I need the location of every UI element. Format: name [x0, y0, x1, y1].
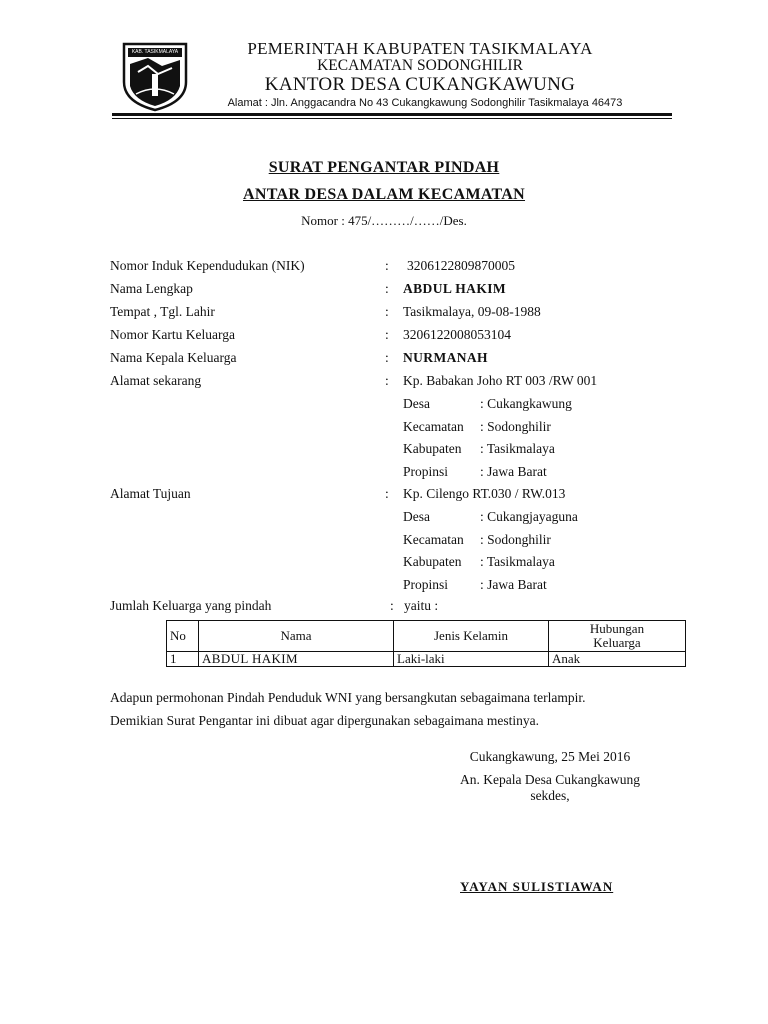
table-cell-no: 1 — [167, 652, 199, 667]
field-colon: : — [385, 327, 389, 342]
logo-label: KAB. TASIKMALAYA — [131, 49, 179, 55]
body-paragraph: Adapun permohonan Pindah Penduduk WNI yang bersangkutan sebagaimana terlampir. — [110, 690, 586, 705]
field-label-nik: Nomor Induk Kependudukan (NIK) — [110, 258, 305, 273]
header-address: Alamat : Jln. Anggacandra No 43 Cukangkawung Sodonghilir Tasikmalaya 46473 — [227, 97, 623, 109]
sub-label-propinsi: Propinsi — [403, 464, 449, 479]
field-colon: : — [385, 304, 389, 319]
field-value-kepala: NURMANAH — [403, 350, 488, 365]
field-value-nik: 3206122809870005 — [407, 258, 515, 273]
sub-value-propinsi: : Jawa Barat — [480, 464, 547, 479]
field-colon: : — [385, 281, 389, 296]
family-table — [166, 620, 686, 667]
sub-value-desa: : Cukangkawung — [480, 396, 572, 411]
sub-value-kecamatan: : Sodonghilir — [480, 532, 551, 547]
sub-label-desa: Desa — [403, 396, 430, 411]
field-value-ttl: Tasikmalaya, 09-08-1988 — [403, 304, 541, 319]
sub-label-kecamatan: Kecamatan — [403, 419, 464, 434]
field-label-kk: Nomor Kartu Keluarga — [110, 327, 235, 342]
signature-name: YAYAN SULISTIAWAN — [460, 879, 614, 894]
sub-label-kabupaten: Kabupaten — [403, 554, 462, 569]
letter-title: SURAT PENGANTAR PINDAH — [268, 159, 500, 176]
field-colon: : — [385, 350, 389, 365]
field-colon: : — [385, 373, 389, 388]
field-label-jumlah: Jumlah Keluarga yang pindah — [110, 598, 272, 613]
sub-label-propinsi: Propinsi — [403, 577, 449, 592]
letter-subtitle: ANTAR DESA DALAM KECAMATAN — [242, 186, 526, 203]
field-label-nama: Nama Lengkap — [110, 281, 193, 296]
header-district: KECAMATAN SODONGHILIR — [317, 57, 523, 74]
table-header-jenis-kelamin: Jenis Kelamin — [394, 621, 549, 652]
field-label-alamat-sekarang: Alamat sekarang — [110, 373, 202, 388]
table-cell-hubungan: Anak — [549, 652, 686, 667]
header-rule-thick — [112, 113, 672, 116]
sub-value-kabupaten: : Tasikmalaya — [480, 441, 555, 456]
sub-label-kabupaten: Kabupaten — [403, 441, 462, 456]
table-cell-jenis-kelamin: Laki-laki — [394, 652, 549, 667]
field-colon: : — [390, 598, 394, 613]
field-colon: : — [385, 258, 389, 273]
field-value-alamat-tujuan: Kp. Cilengo RT.030 / RW.013 — [403, 486, 566, 501]
table-header-no: No — [167, 621, 199, 652]
sub-label-kecamatan: Kecamatan — [403, 532, 464, 547]
signature-place-date: Cukangkawung, 25 Mei 2016 — [469, 749, 631, 764]
sub-value-propinsi: : Jawa Barat — [480, 577, 547, 592]
table-header-hubungan: Hubungan Keluarga — [549, 621, 686, 652]
field-label-kepala: Nama Kepala Keluarga — [110, 350, 237, 365]
field-value-jumlah: yaitu : — [404, 598, 439, 613]
sub-value-kecamatan: : Sodonghilir — [480, 419, 551, 434]
letter-number: Nomor : 475/………/……/Des. — [301, 213, 467, 228]
village-logo — [118, 38, 192, 112]
signature-on-behalf: An. Kepala Desa Cukangkawung — [460, 772, 640, 787]
sub-value-kabupaten: : Tasikmalaya — [480, 554, 555, 569]
field-value-alamat-sekarang: Kp. Babakan Joho RT 003 /RW 001 — [403, 373, 598, 388]
header-rule-thin — [112, 118, 672, 119]
field-colon: : — [385, 486, 389, 501]
header-government: PEMERINTAH KABUPATEN TASIKMALAYA — [247, 39, 593, 58]
table-cell-nama: ABDUL HAKIM — [199, 652, 394, 667]
table-header-nama: Nama — [199, 621, 394, 652]
header-office: KANTOR DESA CUKANGKAWUNG — [264, 74, 576, 95]
sub-label-desa: Desa — [403, 509, 430, 524]
field-label-ttl: Tempat , Tgl. Lahir — [110, 304, 215, 319]
signature-role: sekdes, — [530, 788, 570, 803]
field-value-kk: 3206122008053104 — [403, 327, 511, 342]
field-value-nama: ABDUL HAKIM — [403, 281, 507, 296]
table-row — [167, 652, 686, 667]
sub-value-desa: : Cukangjayaguna — [480, 509, 578, 524]
field-label-alamat-tujuan: Alamat Tujuan — [110, 486, 191, 501]
table-header-row — [167, 621, 686, 652]
body-paragraph: Demikian Surat Pengantar ini dibuat agar dipergunakan sebagaimana mestinya. — [110, 713, 539, 728]
